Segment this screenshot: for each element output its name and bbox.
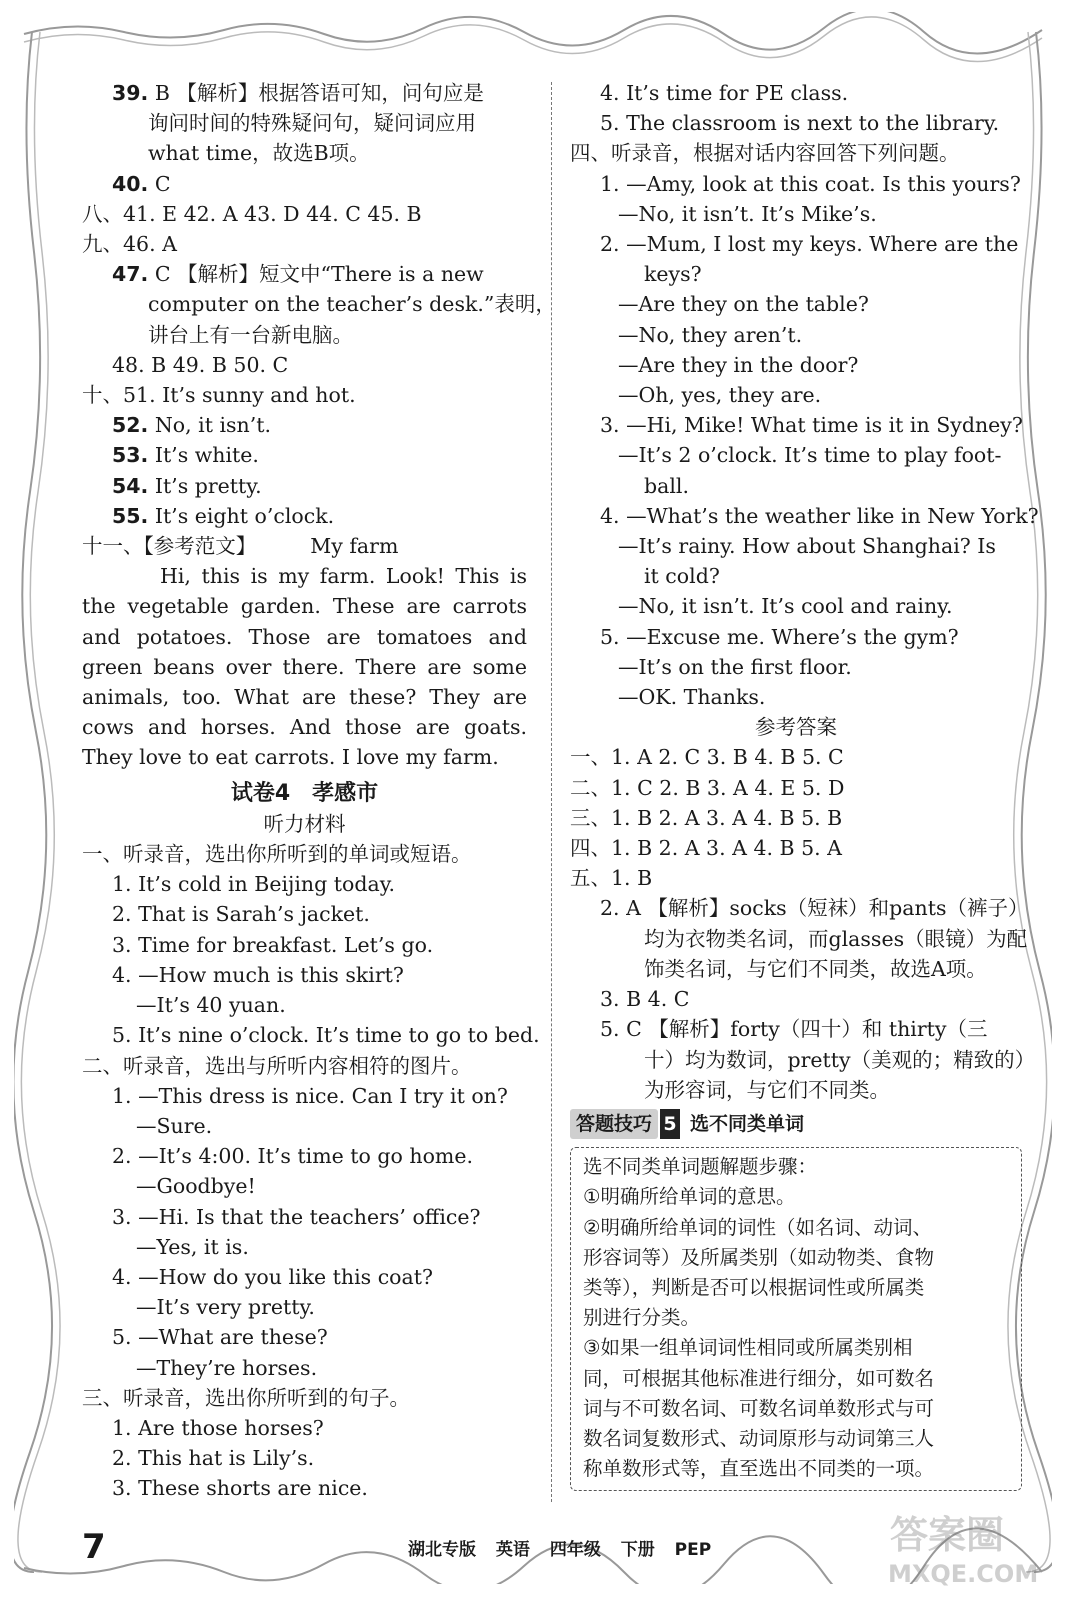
answer-line — [82, 259, 527, 289]
explanation-line — [570, 984, 1022, 1014]
transcript-line — [82, 899, 527, 929]
answer-line — [82, 169, 527, 199]
item-text: 十、51. It’s sunny and hot. — [82, 383, 356, 408]
answer-line — [82, 350, 527, 380]
item-text: what time，故选B项。 — [148, 141, 370, 166]
transcript-line — [82, 1081, 527, 1111]
item-text: C 【解析】短文中“There is a new — [148, 262, 484, 287]
item-text: —No, it isn’t. It’s Mike’s. — [618, 201, 877, 226]
transcript-line — [82, 960, 527, 990]
item-text: 八、41. E 42. A 43. D 44. C 45. B — [82, 201, 422, 226]
essay-line: and potatoes. Those are tomatoes and — [82, 624, 527, 649]
item-text: 2. This hat is Lily’s. — [112, 1446, 315, 1471]
item-text: 5. —What are these? — [112, 1325, 328, 1350]
explanation-line — [570, 1014, 1022, 1044]
item-text: —Are they in the door? — [618, 352, 859, 377]
tip-line: ③如果一组单词词性相同或所属类别相 — [583, 1336, 913, 1360]
item-text: 4. —How do you like this coat? — [112, 1264, 433, 1289]
answers-title: 参考答案 — [755, 715, 837, 740]
explanation-line — [570, 1075, 1022, 1105]
transcript-line — [82, 1443, 527, 1473]
item-text: 5. The classroom is next to the library. — [600, 111, 1000, 136]
item-text: —Goodbye! — [136, 1174, 256, 1199]
item-text: computer on the teacher’s desk.”表明， — [148, 292, 556, 317]
transcript-line — [570, 652, 1022, 682]
item-text: It’s white. — [148, 443, 259, 468]
item-text: 九、46. A — [82, 232, 177, 257]
item-text: 4. —What’s the weather like in New York? — [600, 503, 1039, 528]
footer-text: 湖北专版 英语 四年级 下册 PEP — [408, 1540, 712, 1560]
transcript-line — [570, 78, 1022, 108]
item-text: 48. B 49. B 50. C — [112, 352, 289, 377]
item-text: 3. —Hi. Is that the teachers’ office? — [112, 1204, 481, 1229]
answer-line — [82, 229, 527, 259]
item-text: 十）均为数词，pretty（美观的；精致的） — [644, 1047, 1036, 1072]
item-text: 2. A 【解析】socks（短袜）和pants（裤子） — [600, 896, 1029, 921]
answer-key-row: 一、1. A 2. C 3. B 4. B 5. C — [570, 745, 844, 770]
tip-line: 词与不可数名词、可数名词单数形式与可 — [583, 1396, 935, 1420]
item-text: 3. These shorts are nice. — [112, 1476, 368, 1501]
transcript-line — [82, 869, 527, 899]
transcript-line — [570, 622, 1022, 652]
answer-line — [82, 78, 527, 108]
section-4-title: 四、听录音，根据对话内容回答下列问题。 — [570, 141, 960, 166]
transcript-line — [570, 108, 1022, 138]
item-text: —OK. Thanks. — [618, 685, 766, 710]
transcript-line — [82, 1353, 527, 1383]
item-text: 3. —Hi, Mike! What time is it in Sydney? — [600, 413, 1023, 438]
paper-title: 试卷4 孝感市 — [230, 780, 379, 806]
transcript-line — [570, 561, 1022, 591]
answer-list-left — [82, 78, 556, 531]
item-text: 4. It’s time for PE class. — [600, 81, 849, 105]
explanation-line — [570, 924, 1028, 954]
essay-line: Hi, this is my farm. Look! This is — [160, 564, 527, 589]
essay-title: My farm — [310, 534, 399, 559]
transcript-line — [570, 591, 1022, 621]
item-text: —They’re horses. — [136, 1355, 318, 1380]
answer-key-row: 四、1. B 2. A 3. A 4. B 5. A — [570, 836, 842, 861]
item-text: It’s eight o’clock. — [148, 503, 335, 528]
item-text: —It’s 2 o’clock. It’s time to play foot- — [618, 443, 1002, 468]
essay-head-label: 十一、【参考范文】 — [82, 534, 257, 559]
transcript-line — [82, 1262, 527, 1292]
essay-line: animals, too. What are these? They are — [82, 685, 527, 710]
item-number: 40. — [112, 171, 149, 196]
item-text: 讲台上有一台新电脑。 — [148, 322, 353, 347]
page-number: 7 — [82, 1527, 106, 1567]
item-text: 饰类名词，与它们不同类，故选A项。 — [644, 956, 987, 981]
item-text: 2. —It’s 4:00. It’s time to go home. — [112, 1144, 474, 1169]
section-1-title: 一、听录音，选出你所听到的单词或短语。 — [82, 842, 472, 867]
item-text: 5. —Excuse me. Where’s the gym? — [600, 624, 959, 649]
answer-line — [82, 289, 556, 319]
tip-line: 数名词复数形式、动词原形与动词第三人 — [583, 1426, 935, 1450]
left-column — [82, 78, 556, 1504]
watermark-logo — [880, 1500, 1055, 1590]
item-number: 39. — [112, 81, 149, 105]
tip-label: 答题技巧 — [570, 1109, 658, 1139]
answer-key-row: 三、1. B 2. A 3. A 4. B 5. B — [570, 805, 843, 830]
item-text: 为形容词，与它们不同类。 — [644, 1077, 890, 1102]
section-2-items — [82, 1081, 527, 1383]
item-number: 47. — [112, 262, 149, 287]
transcript-line — [82, 990, 527, 1020]
section-2-title: 二、听录音，选出与所听内容相符的图片。 — [82, 1053, 472, 1078]
item-text: 2. —Mum, I lost my keys. Where are the — [600, 232, 1019, 257]
transcript-line — [82, 1202, 527, 1232]
item-number: 52. — [112, 413, 149, 438]
transcript-line — [570, 320, 1022, 350]
item-text: 3. Time for breakfast. Let’s go. — [112, 932, 434, 957]
answer-line — [82, 199, 527, 229]
answer-line — [82, 320, 527, 350]
tip-line: 称单数形式等，直至选出不同类的一项。 — [583, 1457, 935, 1481]
item-text: keys? — [644, 262, 702, 287]
item-text: 5. C 【解析】forty（四十）和 thirty（三 — [600, 1017, 988, 1042]
item-text: —Yes, it is. — [136, 1234, 249, 1259]
transcript-line — [570, 471, 1022, 501]
essay-line: the vegetable garden. These are carrots — [82, 594, 527, 619]
item-text: 3. B 4. C — [600, 987, 690, 1012]
transcript-line — [570, 501, 1039, 531]
transcript-line — [570, 410, 1022, 440]
item-text: No, it isn’t. — [148, 413, 272, 438]
transcript-line — [570, 380, 1022, 410]
transcript-line — [570, 682, 1022, 712]
item-text: 均为衣物类名词，而glasses（眼镜）为配 — [644, 926, 1028, 951]
transcript-line — [570, 199, 1022, 229]
tip-line: 类等），判断是否可以根据词性或所属类 — [583, 1275, 925, 1299]
transcript-line — [82, 1111, 527, 1141]
watermark-text-url: MXQE.COM — [888, 1560, 1039, 1588]
answer-line — [82, 501, 527, 531]
right-column — [570, 78, 1039, 1491]
item-text: —Sure. — [136, 1113, 213, 1138]
transcript-line — [570, 259, 1022, 289]
transcript-line — [82, 1322, 527, 1352]
item-text: 1. Are those horses? — [112, 1415, 324, 1440]
transcript-line — [570, 350, 1022, 380]
item-text: —No, it isn’t. It’s cool and rainy. — [618, 594, 953, 619]
item-text: —Oh, yes, they are. — [618, 383, 822, 408]
explanation-line — [570, 1045, 1036, 1075]
transcript-line — [82, 1413, 527, 1443]
answer-key-row: 五、1. B — [570, 866, 653, 891]
explanation-line — [570, 954, 1022, 984]
transcript-line — [570, 229, 1022, 259]
item-text: —Are they on the table? — [618, 292, 869, 317]
answer-line — [82, 440, 527, 470]
answer-key — [570, 742, 1022, 893]
item-text: 5. It’s nine o’clock. It’s time to go to bed. — [112, 1023, 540, 1048]
answer-key-row: 二、1. C 2. B 3. A 4. E 5. D — [570, 775, 845, 800]
item-text: it cold? — [644, 564, 720, 589]
item-text: 1. —Amy, look at this coat. Is this yours? — [600, 171, 1021, 196]
answer-line — [82, 380, 527, 410]
transcript-line — [82, 1292, 527, 1322]
section-4-items — [570, 169, 1039, 713]
item-text: C — [148, 171, 171, 196]
section-3-continued — [570, 78, 1022, 138]
item-text: ball. — [644, 473, 689, 498]
answer-line — [82, 108, 527, 138]
tip-line: 选不同类单词题解题步骤： — [583, 1155, 818, 1179]
essay-line: cows and horses. And those are goats. — [82, 715, 527, 740]
section-3-title: 三、听录音，选出你所听到的句子。 — [82, 1385, 410, 1410]
tip-line: 同，可根据其他标准进行细分，如可数名 — [583, 1366, 935, 1390]
tip-title: 选不同类单词 — [690, 1112, 805, 1135]
listening-title: 听力材料 — [263, 811, 346, 836]
item-number: 53. — [112, 443, 149, 468]
tip-line: ①明确所给单词的意思。 — [583, 1185, 796, 1209]
transcript-line — [82, 1020, 540, 1050]
item-text: —It’s rainy. How about Shanghai? Is — [618, 534, 996, 559]
tip-line: ②明确所给单词的词性（如名词、动词、 — [583, 1215, 932, 1239]
transcript-line — [82, 1473, 527, 1503]
transcript-line — [82, 930, 527, 960]
transcript-line — [570, 169, 1022, 199]
transcript-line — [570, 440, 1022, 470]
tip-box — [570, 1147, 1022, 1491]
item-number: 54. — [112, 473, 149, 498]
tip-header — [570, 1109, 1022, 1139]
item-text: 询问时间的特殊疑问句，疑问词应用 — [148, 111, 476, 136]
tip-line: 别进行分类。 — [583, 1306, 701, 1330]
item-text: 1. It’s cold in Beijing today. — [112, 872, 396, 897]
item-text: 4. —How much is this skirt? — [112, 962, 404, 987]
item-text: 2. That is Sarah’s jacket. — [112, 902, 370, 927]
answer-explanations — [570, 893, 1036, 1104]
answer-line — [82, 410, 527, 440]
tip-content — [583, 1152, 1011, 1484]
watermark-text-main: 答案圈 — [890, 1513, 1005, 1557]
essay-line-last: They love to eat carrots. I love my farm. — [82, 745, 499, 770]
item-text: —No, they aren’t. — [618, 322, 803, 347]
transcript-line — [82, 1141, 527, 1171]
section-1-items — [82, 869, 540, 1050]
transcript-line — [570, 289, 1022, 319]
essay-header — [82, 531, 527, 561]
answer-line — [82, 138, 527, 168]
item-text: —It’s 40 yuan. — [136, 993, 286, 1018]
item-text: 1. —This dress is nice. Can I try it on? — [112, 1083, 508, 1108]
section-3-items — [82, 1413, 527, 1504]
transcript-line — [82, 1232, 527, 1262]
item-text: —It’s very pretty. — [136, 1295, 315, 1320]
answer-line — [82, 471, 527, 501]
transcript-line — [570, 531, 1022, 561]
tip-number: 5 — [660, 1109, 680, 1139]
item-text: It’s pretty. — [148, 473, 262, 498]
item-text: —It’s on the first floor. — [618, 654, 852, 679]
item-number: 55. — [112, 503, 149, 528]
explanation-line — [570, 893, 1029, 923]
transcript-line — [82, 1171, 527, 1201]
tip-line: 形容词等）及所属类别（如动物类、食物 — [583, 1245, 935, 1269]
essay-line: green beans over there. There are some — [82, 654, 527, 679]
sample-essay — [82, 561, 527, 772]
item-text: B 【解析】根据答语可知，问句应是 — [148, 81, 484, 105]
